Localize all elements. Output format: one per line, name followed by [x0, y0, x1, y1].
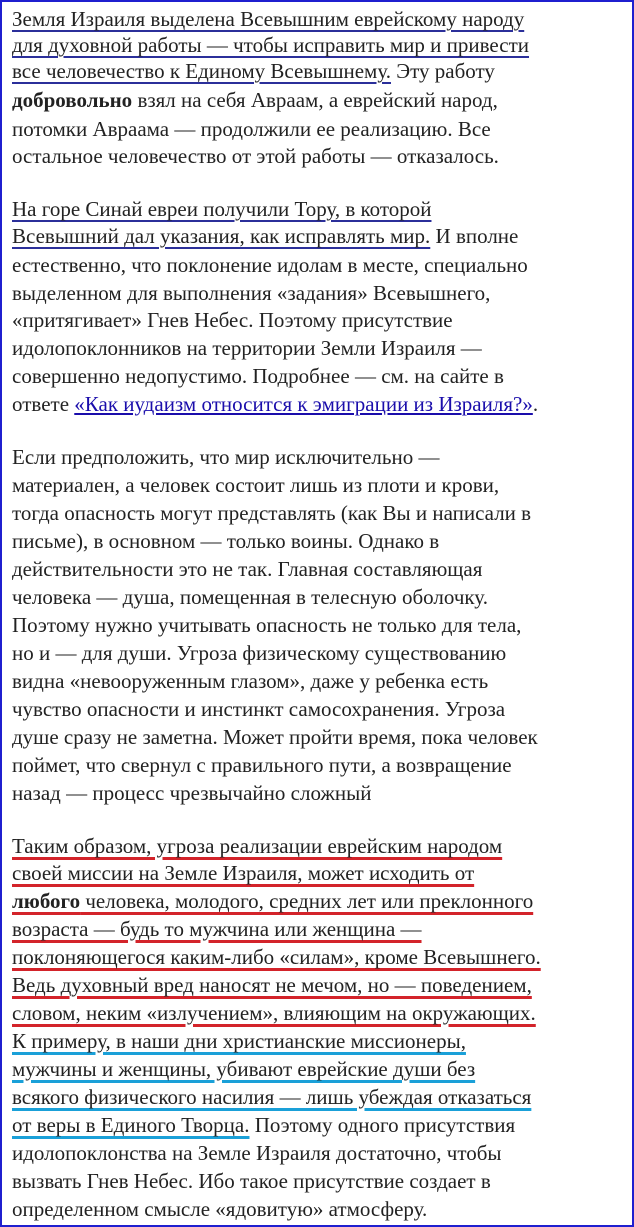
text-segment: видна «невооруженным глазом», даже у ребенка есть: [12, 669, 489, 693]
text-segment: остальное человечество от этой работы — отказалось.: [12, 144, 499, 168]
text-line: [12, 916, 422, 942]
text-line: [12, 391, 538, 417]
text-line: [12, 252, 528, 278]
text-segment: Поэтому одного присутствия: [249, 1113, 516, 1137]
faq-link[interactable]: «Как иудаизм относится к эмиграции из Израиля?»: [74, 392, 533, 416]
text-line: [12, 1112, 515, 1138]
text-segment: потомки Авраама — продолжили ее реализацию. Все: [12, 117, 491, 141]
text-segment: определенном смысле «ядовитую» атмосферу.: [12, 1197, 428, 1221]
text-line: [12, 1196, 427, 1222]
text-line: [12, 1168, 491, 1194]
text-segment: естественно, что поклонение идолам в месте, специально: [12, 253, 528, 277]
red-underlined-text: поклоняющегося каким-либо «силам», кроме Всевышнего.: [12, 945, 541, 969]
text-segment: И вполне: [430, 224, 519, 248]
red-underlined-text: Таким образом, угроза реализации еврейским народом: [12, 834, 503, 858]
text-segment: поймет, что свернул с правильного пути, а возвращение: [12, 753, 512, 777]
cyan-underlined-text: всякого физического насилия — лишь убеждая отказаться: [12, 1085, 532, 1109]
red-underlined-text: человека, молодого, средних лет или преклонного: [80, 889, 534, 913]
text-segment: назад — процесс чрезвычайно сложный: [12, 781, 372, 805]
text-segment: .: [532, 392, 539, 416]
underlined-text: На горе Синай евреи получили Тору, в которой: [12, 197, 432, 221]
text-line: [12, 556, 482, 582]
underlined-text: все человечество к Единому Всевышнему.: [12, 59, 391, 83]
text-segment: чувство опасности и инстинкт самосохранения. Угроза: [12, 697, 506, 721]
text-line: [12, 143, 499, 169]
text-segment: душе сразу не заметна. Может пройти время, пока человек: [12, 725, 538, 749]
text-line: [12, 860, 474, 886]
text-line: [12, 335, 482, 361]
text-line: [12, 528, 439, 554]
text-line: [12, 87, 498, 113]
text-line: [12, 1140, 502, 1166]
bold-text: любого: [12, 889, 81, 913]
text-segment: идолопоклонства на Земле Израиля достаточно, чтобы: [12, 1141, 502, 1165]
text-line: [12, 1028, 466, 1054]
text-segment: идолопоклонников на территории Земли Израиля —: [12, 336, 482, 360]
text-segment: ответе: [12, 392, 75, 416]
text-line: [12, 584, 488, 610]
text-segment: действительности это не так. Главная составляющая: [12, 557, 483, 581]
text-line: [12, 724, 538, 750]
text-line: [12, 1000, 536, 1026]
text-segment: «притягивает» Гнев Небес. Поэтому присутствие: [12, 308, 453, 332]
text-line: [12, 888, 533, 914]
text-line: [12, 280, 490, 306]
text-line: [12, 444, 439, 470]
text-segment: выделенном для выполнения «задания» Всевышнего,: [12, 281, 491, 305]
text-line: [12, 833, 502, 859]
text-line: [12, 696, 505, 722]
text-segment: Эту работу: [391, 59, 495, 83]
text-line: [12, 1084, 531, 1110]
text-line: [12, 196, 431, 222]
text-line: [12, 58, 495, 84]
text-line: [12, 307, 453, 333]
red-underlined-text: словом, неким «излучением», влияющим на окружающих.: [12, 1001, 536, 1025]
cyan-underlined-text: К примеру, в наши дни христианские миссионеры,: [12, 1029, 466, 1053]
text-segment: Поэтому нужно учитывать опасность не только для тела,: [12, 613, 522, 637]
text-segment: совершенно недопустимо. Подробнее — см. на сайте в: [12, 364, 504, 388]
cyan-underlined-text: мужчины и женщины, убивают еврейские души без: [12, 1057, 476, 1081]
red-underlined-text: возраста — будь то мужчина или женщина —: [12, 917, 422, 941]
text-segment: но и — для души. Угроза физическому существованию: [12, 641, 507, 665]
underlined-text: Всевышний дал указания, как исправлять мир.: [12, 224, 431, 248]
text-segment: материален, а человек состоит лишь из плоти и крови,: [12, 473, 500, 497]
red-underlined-text: Ведь духовный вред наносят не мечом, но — поведением,: [12, 973, 532, 997]
text-line: [12, 472, 499, 498]
underlined-text: Земля Израиля выделена Всевышним еврейскому народу: [12, 7, 525, 31]
cyan-underlined-text: от веры в Единого Творца.: [12, 1113, 250, 1137]
text-line: [12, 668, 488, 694]
text-line: [12, 500, 531, 526]
red-underlined-text: своей миссии на Земле Израиля, может исходить от: [12, 861, 475, 885]
text-segment: человека — душа, помещенная в телесную оболочку.: [12, 585, 488, 609]
text-segment: письме), в основном — только воины. Однако в: [12, 529, 440, 553]
text-line: [12, 116, 491, 142]
text-line: [12, 1056, 475, 1082]
text-segment: вызвать Гнев Небес. Ибо такое присутствие создает в: [12, 1169, 491, 1193]
text-line: [12, 32, 529, 58]
text-line: [12, 612, 521, 638]
text-line: [12, 640, 506, 666]
text-line: [12, 363, 504, 389]
text-segment: тогда опасность могут представлять (как Вы и написали в: [12, 501, 532, 525]
text-line: [12, 6, 524, 32]
text-line: [12, 944, 541, 970]
text-line: [12, 972, 532, 998]
underlined-text: для духовной работы — чтобы исправить мир и привести: [12, 33, 530, 57]
text-segment: взял на себя Авраам, а еврейский народ,: [132, 88, 498, 112]
text-segment: Если предположить, что мир исключительно —: [12, 445, 440, 469]
bold-text: добровольно: [12, 88, 133, 112]
text-line: [12, 752, 512, 778]
text-line: [12, 223, 518, 249]
text-line: [12, 780, 372, 806]
